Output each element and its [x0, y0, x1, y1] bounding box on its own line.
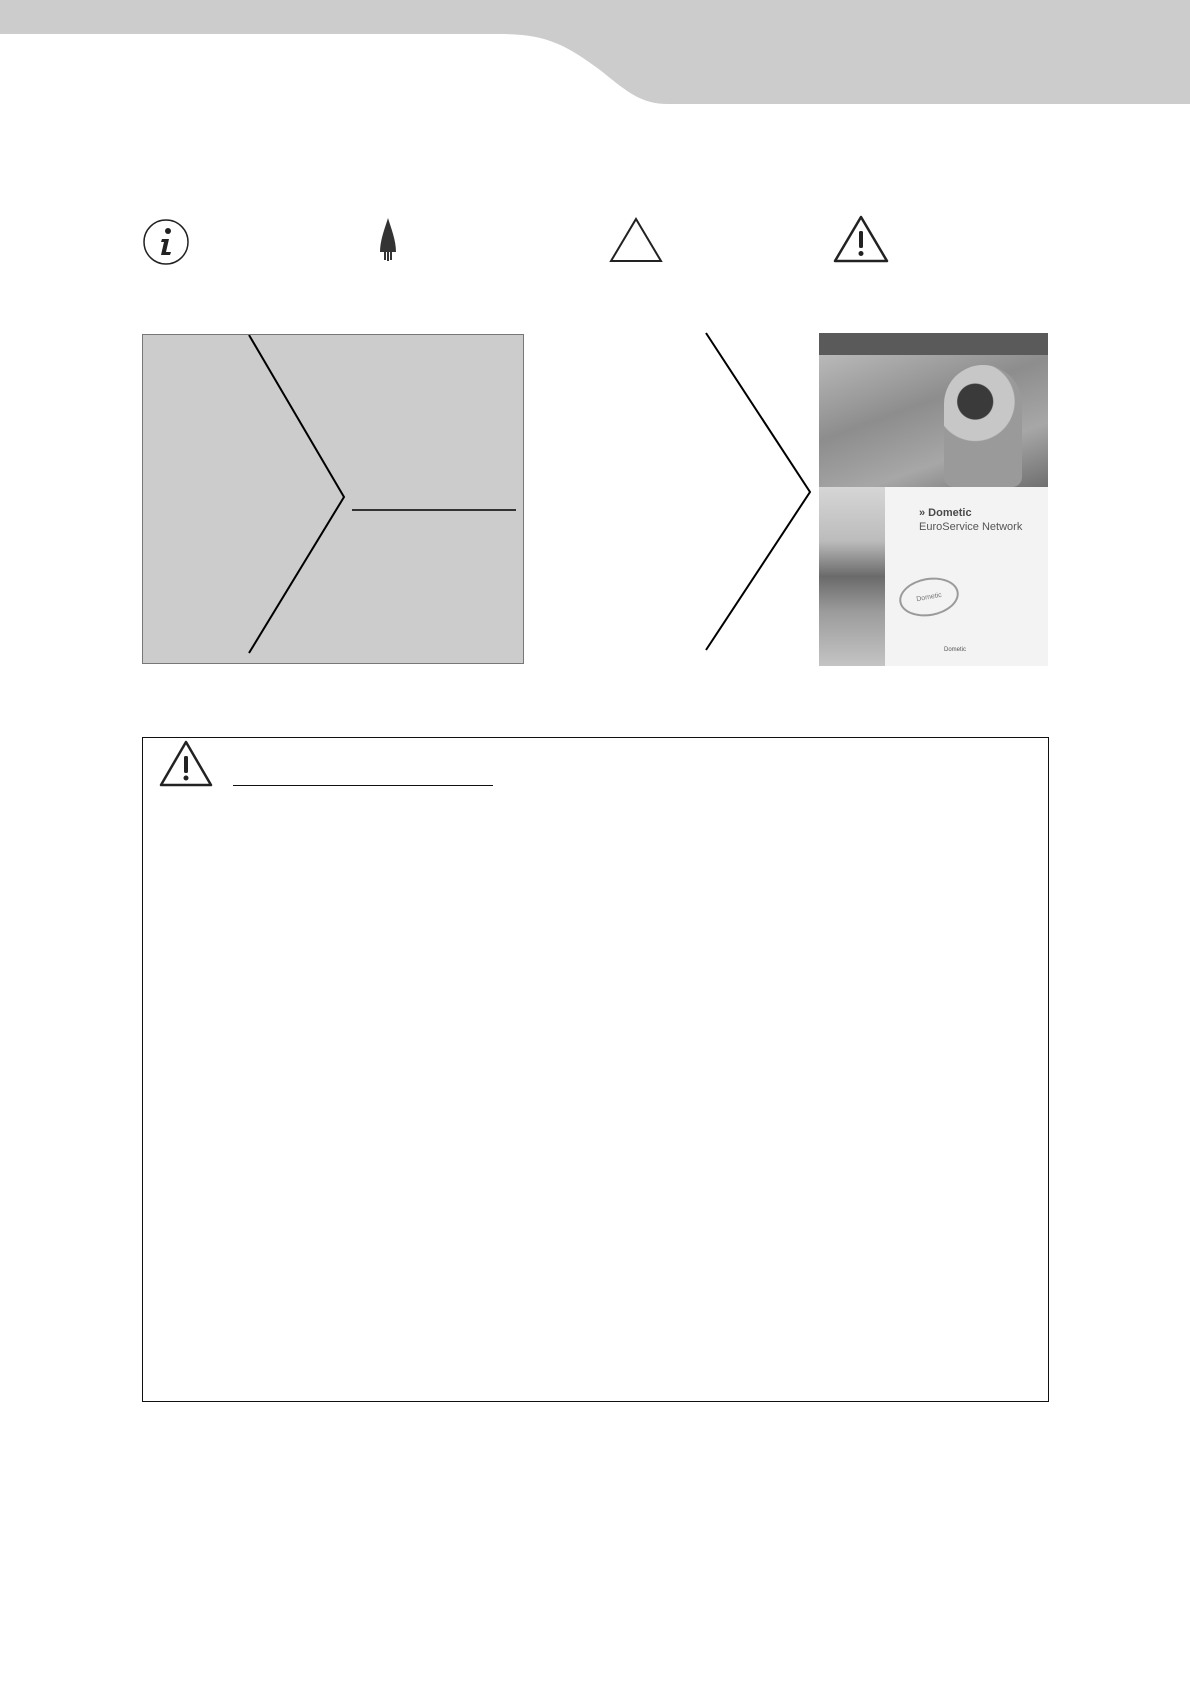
warning-exclamation-icon — [832, 214, 890, 264]
brochure-person — [944, 365, 1022, 487]
brochure-cover-image — [819, 333, 1048, 666]
warning-exclamation-icon — [158, 739, 214, 789]
info-icon — [142, 218, 190, 266]
right-chevron-arrow — [700, 330, 815, 654]
header-band — [0, 0, 1190, 110]
caution-triangle-icon — [608, 216, 664, 264]
brochure-subtitle: EuroService Network — [919, 521, 1023, 533]
brochure-footer: Dometic — [944, 647, 967, 653]
tree-icon — [376, 216, 400, 262]
warning-heading-underline — [233, 785, 493, 786]
brochure-photo — [819, 355, 1048, 487]
brochure-side-photos — [819, 487, 885, 666]
brochure-top-band — [819, 333, 1048, 355]
brochure-title: » Dometic — [919, 507, 972, 519]
brochure-stamp: Dometic — [896, 573, 962, 621]
warning-box — [142, 737, 1049, 1402]
chevron-arrow-graphic — [143, 335, 525, 665]
gray-illustration-panel — [142, 334, 524, 664]
